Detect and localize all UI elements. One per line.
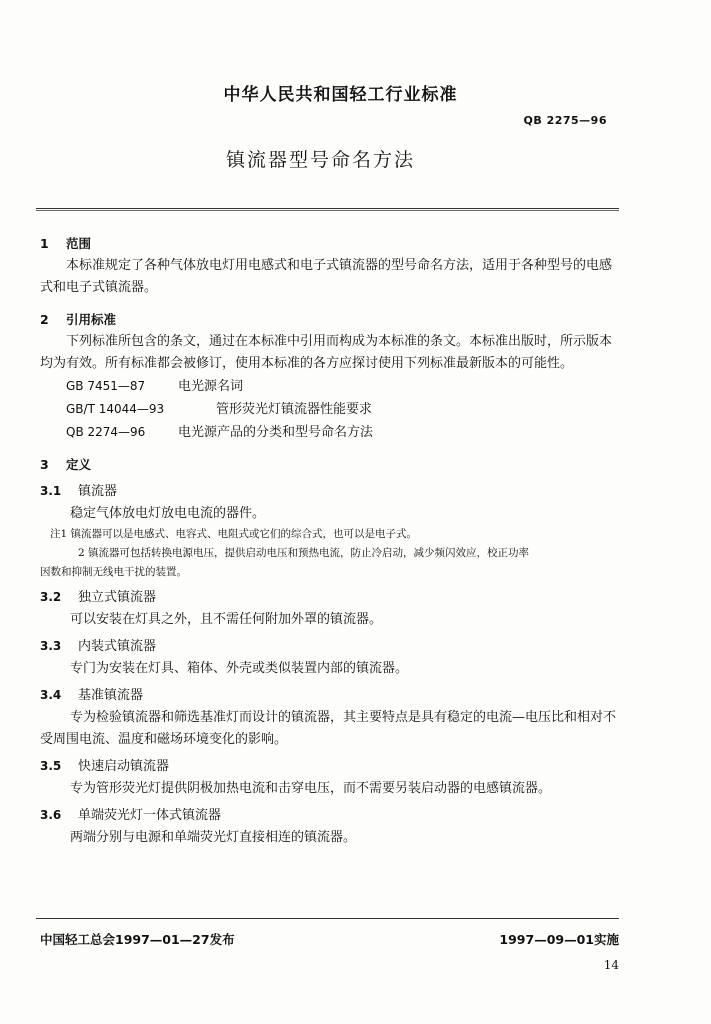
standard-number: QB 2275—96 — [523, 114, 607, 127]
reference-code: QB 2274—96 — [66, 425, 146, 439]
document-body — [40, 233, 623, 849]
effective-date: 1997—09—01实施 — [499, 932, 619, 947]
term-definition: 专为管形荧光灯提供阴极加热电流和击穿电压，而不需要另装启动器的电感镇流器。 — [70, 781, 552, 796]
reference-item — [40, 421, 623, 444]
term-heading — [40, 755, 623, 778]
section-heading-references — [40, 309, 623, 331]
section-title: 定义 — [66, 457, 92, 472]
document-title: 镇流器型号命名方法 — [225, 149, 415, 171]
term-note: 2 镇流器可包括转换电源电压，提供启动电压和预热电流，防止冷启动，减少频闪效应，校正功率 — [78, 547, 530, 559]
term-number: 3.6 — [40, 808, 62, 822]
section-number: 2 — [40, 312, 49, 327]
reference-item — [40, 398, 623, 421]
term-number: 3.2 — [40, 590, 62, 604]
term-name: 镇流器 — [78, 484, 118, 499]
reference-title: 电光源名词 — [178, 379, 244, 394]
term-note-continued: 因数和抑制无线电干扰的装置。 — [40, 566, 187, 578]
reference-title: 管形荧光灯镇流器性能要求 — [216, 402, 373, 417]
term-definition: 专为检验镇流器和筛选基准灯而设计的镇流器，其主要特点是具有稳定的电流—电压比和相对不受周围电流、温度和磁场环境变化的影响。 — [40, 710, 617, 747]
term-name: 内装式镇流器 — [78, 639, 157, 654]
term-definition: 专门为安装在灯具、箱体、外壳或类似装置内部的镇流器。 — [70, 661, 409, 676]
term-heading — [40, 684, 623, 707]
term-definition: 可以安装在灯具之外，且不需任何附加外罩的镇流器。 — [70, 612, 383, 627]
term-definition: 稳定气体放电灯放电电流的器件。 — [70, 506, 266, 521]
term-note: 注1 镇流器可以是电感式、电容式、电阻式或它们的综合式，也可以是电子式。 — [50, 528, 418, 540]
term-heading — [40, 804, 623, 827]
section-number: 1 — [40, 236, 49, 251]
issue-date: 中国轻工总会1997—01—27发布 — [40, 932, 235, 947]
section-paragraph: 本标准规定了各种气体放电灯用电感式和电子式镇流器的型号命名方法，适用于各种型号的电感式和电子式镇流器。 — [40, 258, 613, 295]
term-heading — [40, 586, 623, 609]
term-name: 单端荧光灯一体式镇流器 — [78, 808, 222, 823]
term-name: 快速启动镇流器 — [78, 759, 170, 774]
reference-title: 电光源产品的分类和型号命名方法 — [178, 425, 374, 440]
reference-code: GB/T 14044—93 — [66, 402, 165, 416]
term-number: 3.4 — [40, 688, 62, 702]
section-title: 引用标准 — [66, 312, 117, 327]
section-number: 3 — [40, 457, 49, 472]
term-name: 基准镇流器 — [78, 688, 144, 703]
reference-code: GB 7451—87 — [66, 379, 146, 393]
reference-item — [40, 375, 623, 398]
term-definition: 两端分别与电源和单端荧光灯直接相连的镇流器。 — [70, 830, 357, 845]
section-paragraph: 下列标准所包含的条文，通过在本标准中引用而构成为本标准的条文。本标准出版时，所示版本均为有效。所有标准都会被修订，使用本标准的各方应探讨使用下列标准最新版本的可能性。 — [40, 334, 613, 371]
term-number: 3.3 — [40, 639, 62, 653]
header-divider — [36, 208, 619, 211]
term-heading — [40, 480, 623, 503]
section-heading-scope — [40, 233, 623, 255]
page-number: 14 — [603, 958, 619, 972]
footer-divider — [36, 918, 619, 919]
term-heading — [40, 635, 623, 658]
term-number: 3.1 — [40, 484, 62, 498]
section-heading-definitions — [40, 454, 623, 476]
term-number: 3.5 — [40, 759, 62, 773]
term-name: 独立式镇流器 — [78, 590, 157, 605]
section-title: 范围 — [66, 236, 92, 251]
issuing-authority-title: 中华人民共和国轻工行业标准 — [223, 85, 458, 105]
